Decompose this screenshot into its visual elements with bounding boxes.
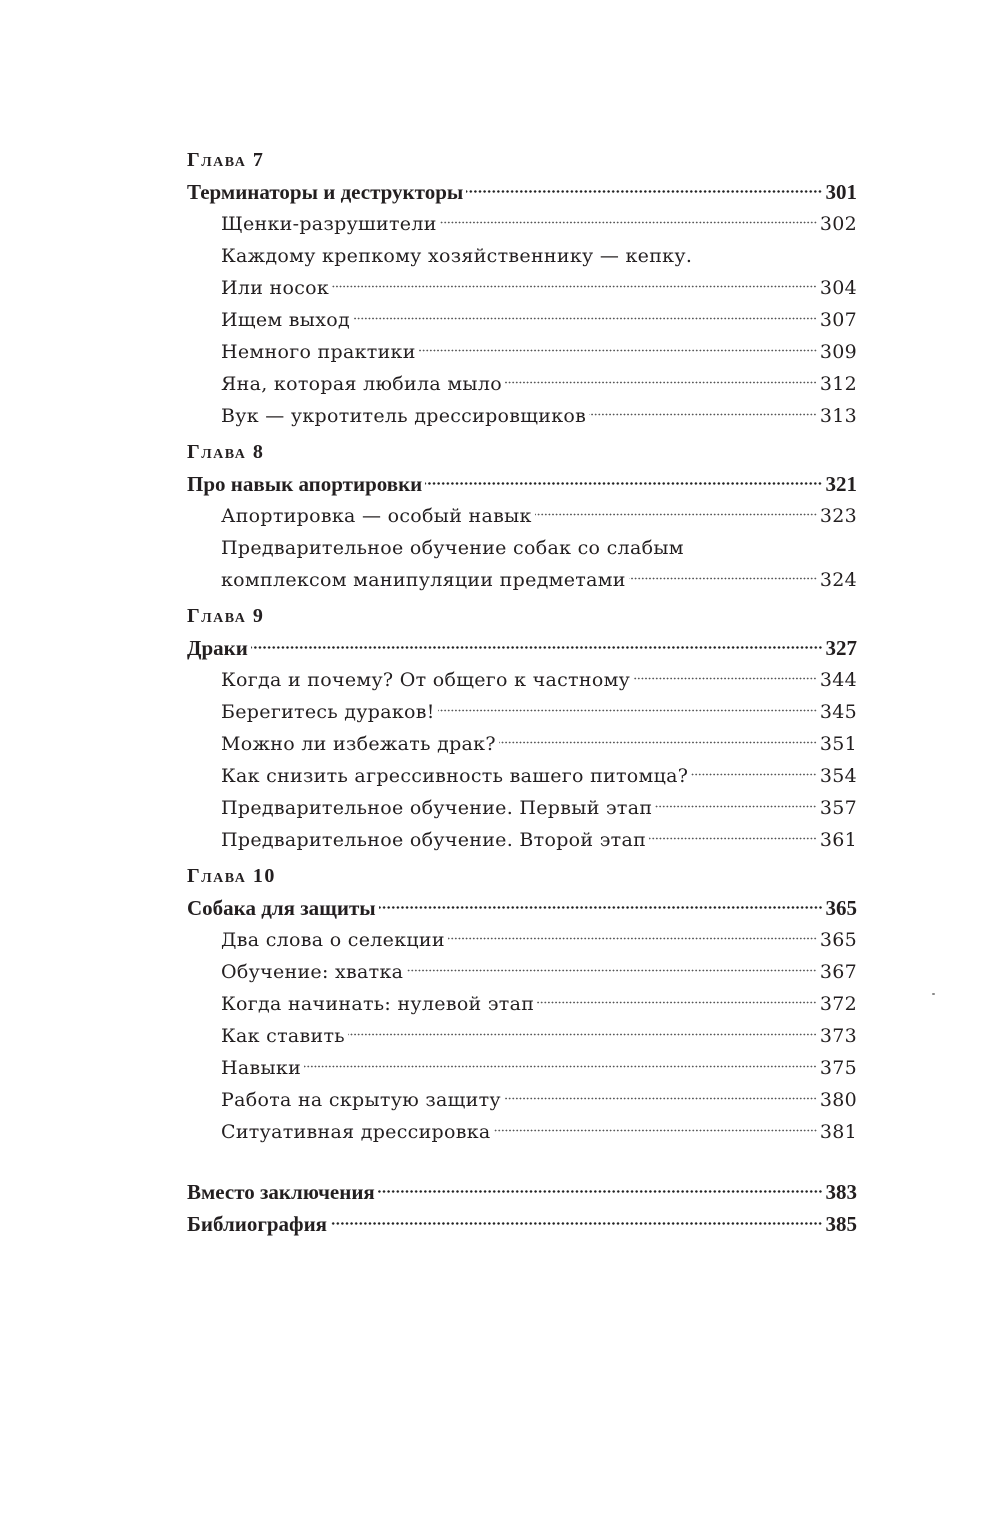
toc-entry[interactable] — [187, 956, 857, 988]
toc-entry[interactable] — [187, 664, 857, 696]
entry-title: Драки — [187, 636, 248, 660]
dot-leader — [691, 773, 817, 776]
dot-leader — [348, 1033, 817, 1036]
page-number: 324 — [819, 569, 857, 591]
dot-leader — [535, 513, 817, 516]
page-number: 383 — [825, 1180, 857, 1204]
entry-title: Берегитесь дураков! — [221, 701, 435, 723]
toc-entry-main[interactable] — [187, 176, 857, 208]
dot-leader — [589, 413, 817, 416]
chapter-label: Глава 10 — [187, 865, 276, 887]
dot-leader — [537, 1001, 817, 1004]
entry-title: Предварительное обучение. Второй этап — [221, 829, 647, 851]
page-number: 323 — [819, 505, 857, 527]
page-number: 344 — [819, 669, 857, 691]
toc-entry[interactable] — [187, 400, 857, 432]
dot-leader — [655, 805, 816, 808]
dot-leader — [494, 1129, 817, 1132]
toc-entry-bibliography[interactable] — [187, 1208, 857, 1240]
page-number: 351 — [819, 733, 857, 755]
page-number: 381 — [819, 1121, 857, 1143]
table-of-contents — [187, 144, 857, 1240]
page-number: 327 — [825, 636, 857, 660]
entry-title: Немного практики — [221, 341, 416, 363]
dot-leader — [330, 1222, 822, 1225]
entry-title: Вук — укротитель дрессировщиков — [221, 405, 587, 427]
toc-entry[interactable] — [187, 208, 857, 240]
page-number: 307 — [819, 309, 857, 331]
page-number: 312 — [819, 373, 857, 395]
toc-entry[interactable] — [187, 368, 857, 400]
toc-entry[interactable] — [187, 924, 857, 956]
toc-entry[interactable] — [187, 500, 857, 532]
section-spacer — [187, 1152, 857, 1176]
entry-title: Терминаторы и деструкторы — [187, 180, 464, 204]
entry-title: Апортировка — особый навык — [221, 505, 532, 527]
dot-leader — [466, 190, 822, 193]
toc-entry-conclusion[interactable] — [187, 1176, 857, 1208]
page-number: 301 — [825, 180, 857, 204]
page-number: 309 — [819, 341, 857, 363]
toc-entry[interactable] — [187, 792, 857, 824]
paper-speck — [932, 993, 935, 995]
dot-leader — [379, 906, 823, 909]
toc-entry[interactable] — [187, 564, 857, 596]
entry-title: Вместо заключения — [187, 1180, 375, 1204]
entry-title: Как снизить агрессивность вашего питомца? — [221, 765, 689, 787]
page-number: 302 — [819, 213, 857, 235]
toc-entry[interactable] — [187, 1020, 857, 1052]
page-number: 345 — [819, 701, 857, 723]
dot-leader — [332, 285, 817, 288]
page-number: 373 — [819, 1025, 857, 1047]
entry-title: Про навык апортировки — [187, 472, 423, 496]
dot-leader — [438, 709, 817, 712]
entry-title: Как ставить — [221, 1025, 345, 1047]
dot-leader — [353, 317, 817, 320]
dot-leader — [499, 741, 817, 744]
toc-entry-main[interactable] — [187, 468, 857, 500]
page-number: 354 — [819, 765, 857, 787]
page-number: 313 — [819, 405, 857, 427]
toc-entry[interactable] — [187, 760, 857, 792]
page-number: 367 — [819, 961, 857, 983]
entry-title: Работа на скрытую защиту — [221, 1089, 501, 1111]
entry-title: Библиография — [187, 1212, 328, 1236]
page-number: 375 — [819, 1057, 857, 1079]
toc-entry[interactable] — [187, 1084, 857, 1116]
entry-title: Ищем выход — [221, 309, 350, 331]
entry-title: комплексом манипуляции предметами — [221, 569, 626, 591]
toc-entry[interactable] — [187, 336, 857, 368]
dot-leader — [629, 577, 817, 580]
chapter-9 — [187, 600, 857, 856]
page-number: 365 — [825, 896, 857, 920]
dot-leader — [251, 646, 823, 649]
entry-title: Два слова о селекции — [221, 929, 445, 951]
page-number: 357 — [819, 797, 857, 819]
dot-leader — [378, 1190, 823, 1193]
page-number: 304 — [819, 277, 857, 299]
entry-title: Предварительное обучение. Первый этап — [221, 797, 653, 819]
dot-leader — [633, 677, 817, 680]
page-number: 372 — [819, 993, 857, 1015]
dot-leader — [406, 969, 817, 972]
dot-leader — [425, 482, 822, 485]
entry-title: Или носок — [221, 277, 330, 299]
entry-title: Щенки-разрушители — [221, 213, 437, 235]
page-number: 321 — [825, 472, 857, 496]
page-number: 361 — [819, 829, 857, 851]
toc-entry[interactable] — [187, 1052, 857, 1084]
page-number: 380 — [819, 1089, 857, 1111]
toc-entry[interactable] — [187, 696, 857, 728]
toc-entry-line[interactable]: Каждому крепкому хозяйственнику — кепку. — [221, 245, 693, 267]
toc-entry[interactable] — [187, 728, 857, 760]
entry-title: Когда и почему? От общего к частному — [221, 669, 631, 691]
toc-entry-main[interactable] — [187, 632, 857, 664]
dot-leader — [419, 349, 817, 352]
toc-entry[interactable] — [187, 1116, 857, 1148]
dot-leader — [440, 221, 817, 224]
entry-title: Когда начинать: нулевой этап — [221, 993, 535, 1015]
entry-title: Яна, которая любила мыло — [221, 373, 502, 395]
entry-title: Обучение: хватка — [221, 961, 404, 983]
chapter-7 — [187, 144, 857, 432]
page-number: 365 — [819, 929, 857, 951]
toc-entry[interactable] — [187, 824, 857, 856]
entry-title: Можно ли избежать драк? — [221, 733, 496, 755]
toc-entry-main[interactable] — [187, 892, 857, 924]
toc-entry[interactable] — [187, 272, 857, 304]
chapter-label: Глава 7 — [187, 149, 265, 171]
dot-leader — [505, 381, 817, 384]
toc-entry[interactable] — [187, 988, 857, 1020]
toc-entry-line[interactable]: Предварительное обучение собак со слабым — [221, 537, 684, 559]
chapter-label: Глава 9 — [187, 605, 265, 627]
entry-title: Собака для защиты — [187, 896, 376, 920]
dot-leader — [304, 1065, 817, 1068]
chapter-8 — [187, 436, 857, 596]
dot-leader — [649, 837, 817, 840]
chapter-10 — [187, 860, 857, 1148]
chapter-label: Глава 8 — [187, 441, 265, 463]
dot-leader — [448, 937, 817, 940]
toc-entry[interactable] — [187, 304, 857, 336]
entry-title: Навыки — [221, 1057, 302, 1079]
page-number: 385 — [825, 1212, 857, 1236]
dot-leader — [504, 1097, 817, 1100]
entry-title: Ситуативная дрессировка — [221, 1121, 491, 1143]
